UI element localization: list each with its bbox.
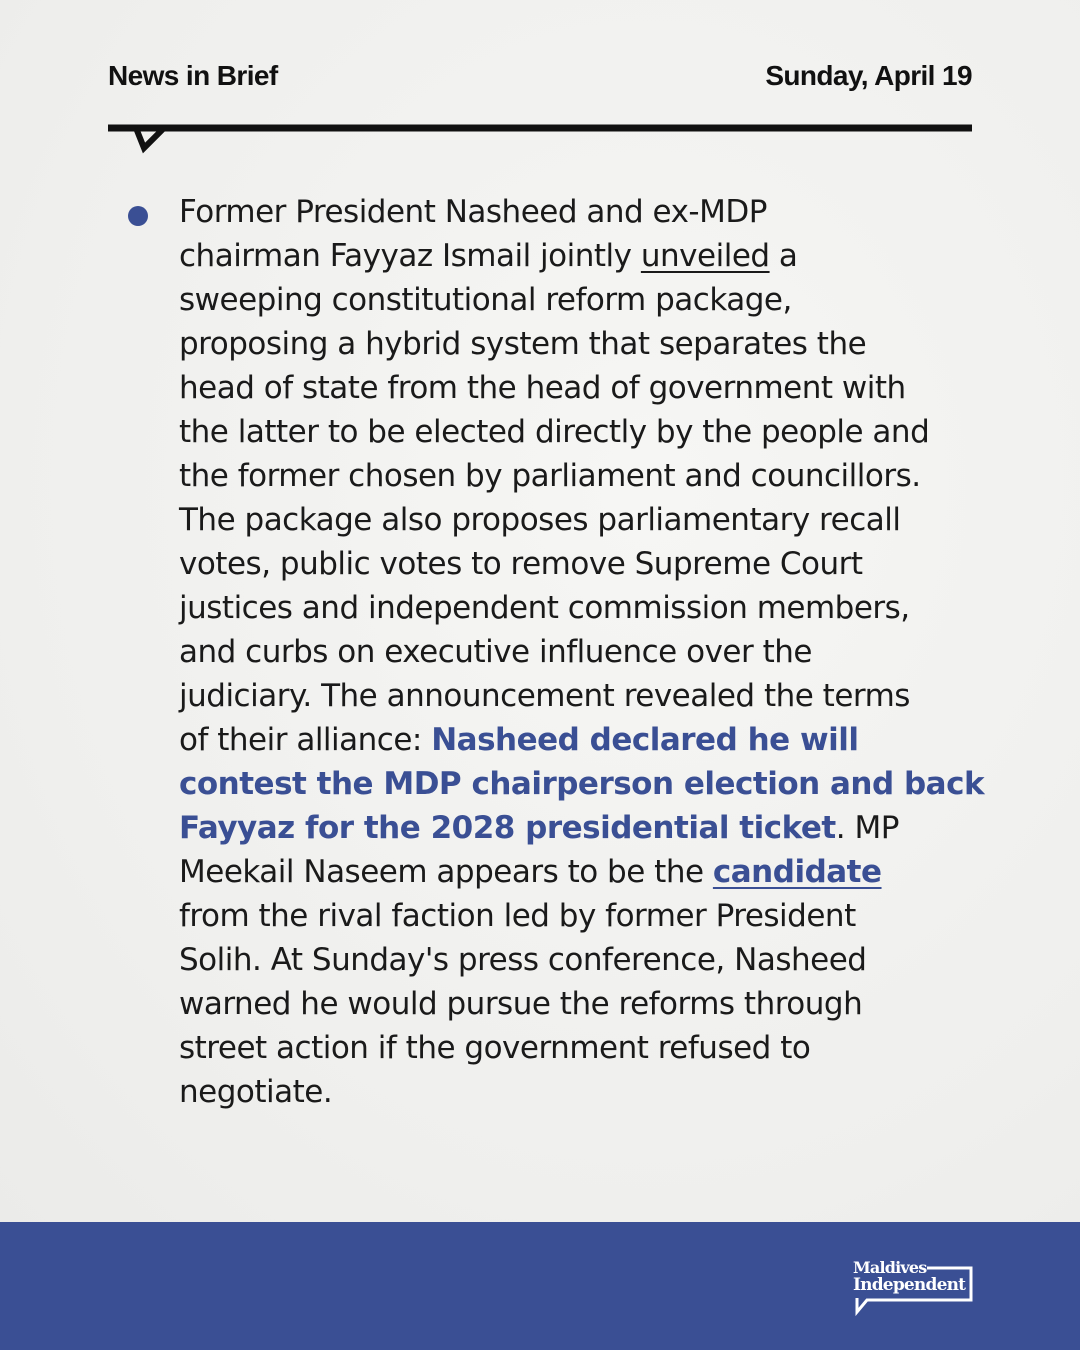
article-line: justices and independent commission members, — [179, 590, 910, 626]
text-run: . MP — [835, 810, 899, 846]
article-line: from the rival faction led by former President — [179, 898, 856, 934]
bullet-dot — [128, 206, 148, 226]
section-title: News in Brief — [108, 60, 278, 91]
article-line: negotiate. — [179, 1074, 333, 1110]
article-line: head of state from the head of government with — [179, 370, 906, 406]
article-line: warned he would pursue the reforms through — [179, 986, 863, 1022]
speech-bubble-icon — [853, 1258, 975, 1320]
text-run: Meekail Naseem appears to be the — [179, 854, 713, 890]
article-line: street action if the government refused to — [179, 1030, 811, 1066]
date-label: Sunday, April 19 — [765, 60, 972, 91]
text-run: chairman Fayyaz Ismail jointly — [179, 238, 641, 274]
article-line: the former chosen by parliament and councillors. — [179, 458, 921, 494]
highlight-text: Fayyaz for the 2028 presidential ticket — [179, 810, 836, 846]
article-line: proposing a hybrid system that separates the — [179, 326, 867, 362]
article-line: and curbs on executive influence over the — [179, 634, 812, 670]
article-line — [179, 234, 979, 278]
article-line — [179, 850, 979, 894]
article-line: the latter to be elected directly by the people and — [179, 414, 930, 450]
article-line — [179, 806, 979, 850]
brand-logo — [853, 1258, 975, 1320]
logo-line-1: Maldives — [853, 1258, 927, 1277]
highlight-text: contest the MDP chairperson election and back — [179, 766, 985, 802]
text-run: a — [769, 238, 798, 274]
footer-bar — [0, 1222, 1080, 1350]
highlight-text: Nasheed declared he will — [431, 722, 859, 758]
header-rule — [108, 124, 972, 154]
text-run: of their alliance: — [179, 722, 432, 758]
article-line: judiciary. The announcement revealed the terms — [179, 678, 910, 714]
article-line: sweeping constitutional reform package, — [179, 282, 792, 318]
article-line: Former President Nasheed and ex-MDP — [179, 194, 767, 230]
article-body — [179, 190, 985, 1114]
article-line: Solih. At Sunday's press conference, Nasheed — [179, 942, 867, 978]
link-unveiled[interactable]: unveiled — [640, 238, 770, 274]
article-line: The package also proposes parliamentary recall — [179, 502, 901, 538]
article-line — [179, 718, 979, 762]
link-candidate[interactable]: candidate — [712, 854, 882, 890]
logo-line-2: Independent — [853, 1275, 966, 1295]
article-line: votes, public votes to remove Supreme Court — [179, 546, 863, 582]
